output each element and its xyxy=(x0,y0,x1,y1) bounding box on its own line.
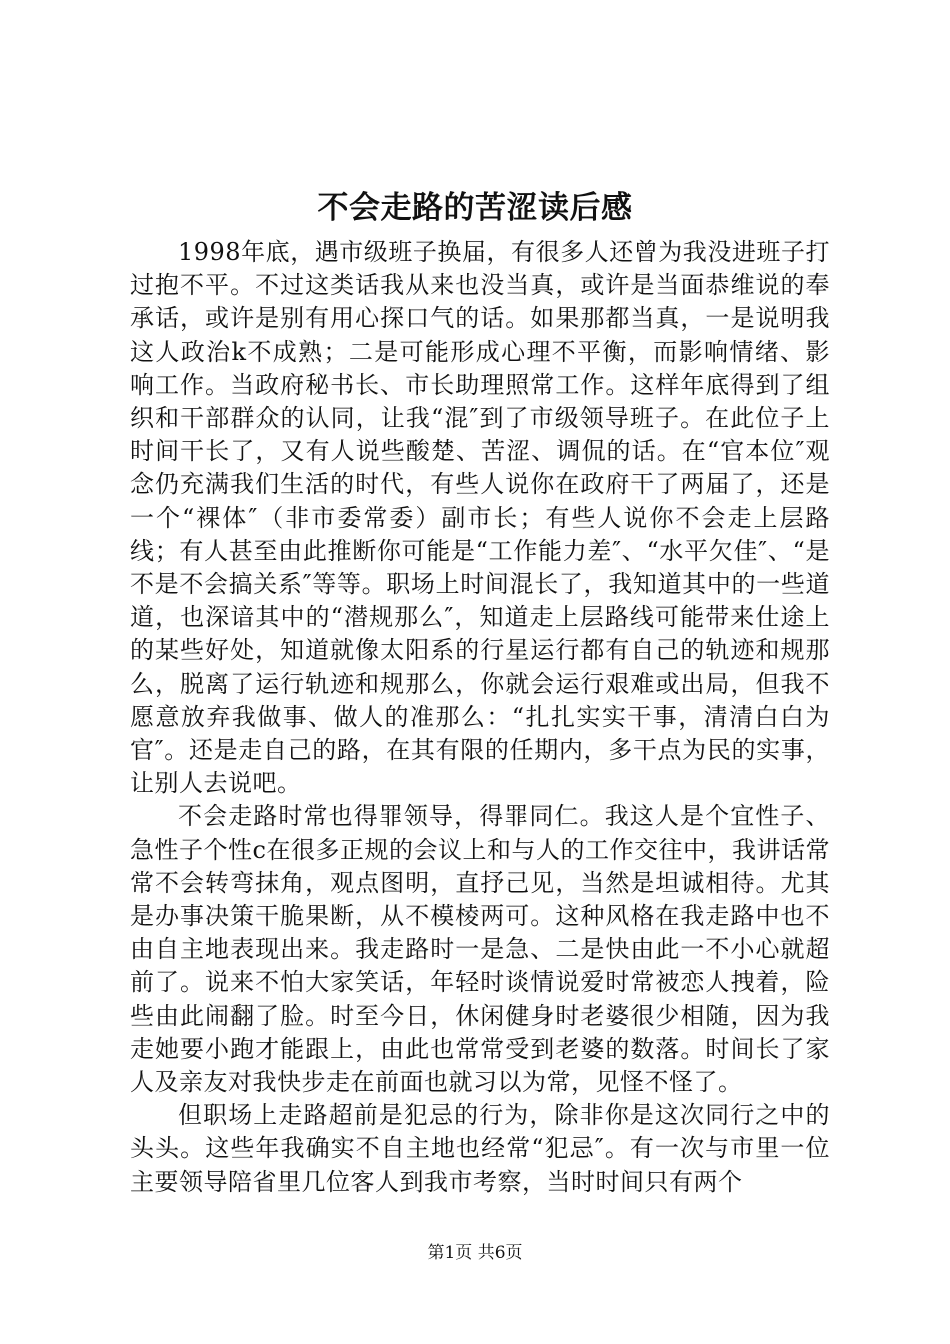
document-title: 不会走路的苦涩读后感 xyxy=(317,190,633,226)
paragraph: 不会走路时常也得罪领导，得罪同仁。我这人是个宜性子、急性子个性c在很多正规的会议上和与人的工作交往中，我讲话常常不会转弯抹角，观点图明，直抒己见，当然是坦诚相待。尤其是办事决策干脆果断，从不模棱两可。这种风格在我走路中也不由自主地表现出来。我走路时一是急、二是快由此一不小心就超前了。说来不怕大家笑话，年轻时谈情说爱时常被恋人拽着，险些由此闹翻了脸。时至今日，休闲健身时老婆很少相随，因为我走她要小跑才能跟上，由此也常常受到老婆的数落。时间长了家人及亲友对我快步走在前面也就习以为常，见怪不怪了。 xyxy=(130,802,830,1097)
page-number-footer: 第1页 共6页 xyxy=(427,1243,523,1263)
document-body xyxy=(130,236,830,1199)
paragraph: 1998年底，遇市级班子换届，有很多人还曾为我没进班子打过抱不平。不过这类话我从来也没当真，或许是当面恭维说的奉承话，或许是别有用心探口气的话。如果那都当真，一是说明我这人政治k不成熟；二是可能形成心理不平衡，而影响情绪、影响工作。当政府秘书长、市长助理照常工作。这样年底得到了组织和干部群众的认同，让我“混″到了市级领导班子。在此位子上时间干长了，又有人说些酸楚、苦涩、调侃的话。在“官本位″观念仍充满我们生活的时代，有些人说你在政府干了两届了，还是一个“裸体″（非市委常委）副市长；有些人说你不会走上层路线；有人甚至由此推断你可能是“工作能力差″、“水平欠佳″、“是不是不会搞关系″等等。职场上时间混长了，我知道其中的一些道道，也深谙其中的“潜规那么″，知道走上层路线可能带来仕途上的某些好处，知道就像太阳系的行星运行都有自己的轨迹和规那么，脱离了运行轨迹和规那么，你就会运行艰难或出局，但我不愿意放弃我做事、做人的准那么：“扎扎实实干事，清清白白为官″。还是走自己的路，在其有限的任期内，多干点为民的实事，让别人去说吧。 xyxy=(130,238,830,798)
paragraph: 但职场上走路超前是犯忌的行为，除非你是这次同行之中的头头。这些年我确实不自主地也经常“犯忌″。有一次与市里一位主要领导陪省里几位客人到我市考察，当时时间只有两个 xyxy=(130,1101,830,1196)
